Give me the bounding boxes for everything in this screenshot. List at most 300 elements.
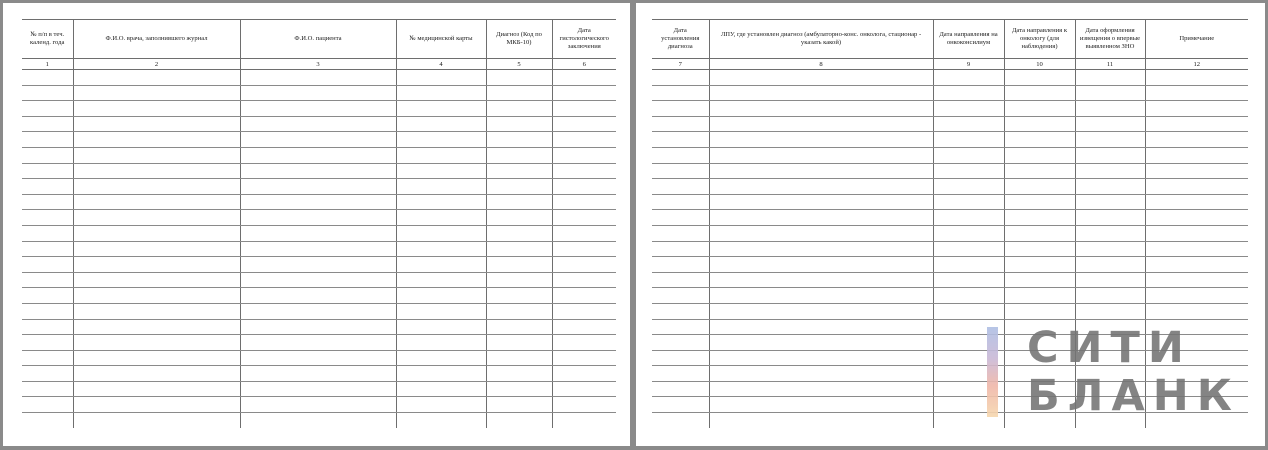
table-cell — [73, 335, 240, 351]
table-cell — [22, 70, 73, 86]
table-cell — [933, 350, 1004, 366]
table-cell — [933, 101, 1004, 117]
table-cell — [709, 381, 933, 397]
table-cell — [552, 288, 616, 304]
table-row — [22, 381, 616, 397]
column-number: 1 — [22, 59, 73, 70]
table-cell — [1004, 70, 1075, 86]
table-cell — [552, 335, 616, 351]
table-cell — [709, 163, 933, 179]
table-cell — [933, 319, 1004, 335]
table-cell — [1004, 288, 1075, 304]
table-cell — [709, 116, 933, 132]
table-cell — [22, 85, 73, 101]
table-cell — [486, 194, 552, 210]
table-cell — [1145, 194, 1248, 210]
table-cell — [486, 319, 552, 335]
table-row — [22, 163, 616, 179]
table-row — [22, 194, 616, 210]
table-cell — [22, 194, 73, 210]
table-row — [652, 101, 1248, 117]
table-row — [22, 350, 616, 366]
table-cell — [1145, 241, 1248, 257]
table-cell — [396, 85, 486, 101]
column-number: 5 — [486, 59, 552, 70]
table-cell — [240, 272, 396, 288]
table-cell — [709, 101, 933, 117]
table-cell — [396, 397, 486, 413]
table-cell — [486, 381, 552, 397]
table-cell — [73, 303, 240, 319]
table-cell — [486, 413, 552, 428]
table-row — [22, 272, 616, 288]
table-cell — [652, 241, 709, 257]
table-cell — [73, 288, 240, 304]
table-cell — [1145, 116, 1248, 132]
table-row — [652, 303, 1248, 319]
table-cell — [1075, 70, 1145, 86]
table-cell — [73, 225, 240, 241]
journal-rows-right — [652, 70, 1248, 428]
table-cell — [1075, 147, 1145, 163]
table-cell — [1004, 350, 1075, 366]
table-cell — [1145, 319, 1248, 335]
table-cell — [652, 335, 709, 351]
table-cell — [73, 210, 240, 226]
table-cell — [552, 147, 616, 163]
table-cell — [1004, 366, 1075, 382]
table-cell — [1145, 225, 1248, 241]
table-cell — [1145, 257, 1248, 273]
table-cell — [240, 241, 396, 257]
table-cell — [240, 147, 396, 163]
table-cell — [552, 303, 616, 319]
table-cell — [709, 366, 933, 382]
table-cell — [1145, 288, 1248, 304]
table-row — [652, 366, 1248, 382]
table-cell — [1075, 116, 1145, 132]
table-cell — [552, 70, 616, 86]
table-cell — [1145, 210, 1248, 226]
table-cell — [709, 210, 933, 226]
table-cell — [552, 397, 616, 413]
table-cell — [486, 272, 552, 288]
table-cell — [22, 225, 73, 241]
table-cell — [396, 257, 486, 273]
table-row — [22, 210, 616, 226]
table-cell — [486, 147, 552, 163]
table-row — [652, 272, 1248, 288]
watermark-word-blank: БЛАНК — [1027, 371, 1240, 421]
journal-table-right — [652, 19, 1248, 428]
table-cell — [22, 397, 73, 413]
table-cell — [1004, 303, 1075, 319]
table-cell — [73, 163, 240, 179]
table-cell — [652, 116, 709, 132]
table-cell — [240, 319, 396, 335]
table-cell — [933, 381, 1004, 397]
table-cell — [1075, 366, 1145, 382]
table-cell — [1145, 101, 1248, 117]
table-cell — [73, 101, 240, 117]
table-cell — [396, 319, 486, 335]
table-cell — [396, 147, 486, 163]
table-cell — [652, 303, 709, 319]
table-cell — [22, 101, 73, 117]
table-cell — [709, 413, 933, 428]
table-cell — [1004, 163, 1075, 179]
table-cell — [486, 288, 552, 304]
table-cell — [73, 70, 240, 86]
table-cell — [240, 116, 396, 132]
table-cell — [709, 319, 933, 335]
table-cell — [73, 194, 240, 210]
table-cell — [1075, 303, 1145, 319]
table-cell — [652, 70, 709, 86]
table-cell — [709, 225, 933, 241]
table-row — [22, 179, 616, 195]
column-number: 10 — [1004, 59, 1075, 70]
table-cell — [240, 335, 396, 351]
table-cell — [73, 132, 240, 148]
table-row — [652, 381, 1248, 397]
table-cell — [240, 257, 396, 273]
table-cell — [1075, 194, 1145, 210]
table-cell — [22, 179, 73, 195]
table-cell — [652, 288, 709, 304]
table-cell — [1075, 163, 1145, 179]
table-cell — [552, 413, 616, 428]
table-cell — [486, 132, 552, 148]
table-cell — [709, 257, 933, 273]
table-cell — [933, 132, 1004, 148]
table-row — [652, 179, 1248, 195]
table-cell — [652, 225, 709, 241]
header-doctor-name: Ф.И.О. врача, заполнившего журнал — [73, 20, 240, 59]
header-oncologist-referral-date: Дата направления к онкологу (для наблюдения) — [1004, 20, 1075, 59]
table-cell — [1145, 147, 1248, 163]
table-cell — [1145, 350, 1248, 366]
table-cell — [709, 194, 933, 210]
table-cell — [396, 303, 486, 319]
table-cell — [652, 194, 709, 210]
table-cell — [652, 319, 709, 335]
table-cell — [240, 303, 396, 319]
table-cell — [1004, 413, 1075, 428]
table-cell — [709, 397, 933, 413]
table-cell — [933, 194, 1004, 210]
table-row — [652, 257, 1248, 273]
table-cell — [933, 179, 1004, 195]
header-histology-date: Дата гистологического заключения — [552, 20, 616, 59]
header-notes: Примечание — [1145, 20, 1248, 59]
table-cell — [73, 179, 240, 195]
table-cell — [652, 147, 709, 163]
table-row — [652, 225, 1248, 241]
table-row — [652, 241, 1248, 257]
table-cell — [1004, 225, 1075, 241]
table-cell — [1004, 147, 1075, 163]
table-cell — [22, 210, 73, 226]
table-cell — [652, 381, 709, 397]
table-cell — [486, 303, 552, 319]
table-cell — [22, 163, 73, 179]
table-row — [22, 85, 616, 101]
table-cell — [73, 366, 240, 382]
table-cell — [552, 132, 616, 148]
table-cell — [552, 319, 616, 335]
watermark-word-siti: СИТИ — [1027, 323, 1192, 373]
table-cell — [22, 147, 73, 163]
table-cell — [933, 303, 1004, 319]
table-cell — [22, 366, 73, 382]
table-cell — [933, 366, 1004, 382]
table-row — [22, 132, 616, 148]
table-cell — [552, 257, 616, 273]
table-cell — [933, 116, 1004, 132]
table-cell — [652, 132, 709, 148]
table-cell — [552, 194, 616, 210]
table-row — [22, 225, 616, 241]
table-cell — [933, 163, 1004, 179]
table-cell — [486, 257, 552, 273]
table-cell — [240, 210, 396, 226]
table-cell — [1145, 85, 1248, 101]
table-cell — [933, 241, 1004, 257]
table-cell — [933, 397, 1004, 413]
table-cell — [73, 257, 240, 273]
table-cell — [396, 413, 486, 428]
table-cell — [552, 272, 616, 288]
table-cell — [486, 210, 552, 226]
table-cell — [933, 413, 1004, 428]
table-row — [22, 116, 616, 132]
table-cell — [240, 225, 396, 241]
table-cell — [396, 163, 486, 179]
table-row — [652, 319, 1248, 335]
table-cell — [652, 366, 709, 382]
table-cell — [552, 116, 616, 132]
table-cell — [73, 241, 240, 257]
table-cell — [652, 85, 709, 101]
table-cell — [933, 70, 1004, 86]
table-cell — [486, 101, 552, 117]
header-oncology-council-date: Дата направления на онкоконсилиум — [933, 20, 1004, 59]
table-cell — [1075, 413, 1145, 428]
table-cell — [396, 350, 486, 366]
table-cell — [22, 257, 73, 273]
table-cell — [709, 303, 933, 319]
table-cell — [1145, 132, 1248, 148]
table-cell — [552, 210, 616, 226]
table-cell — [709, 288, 933, 304]
table-cell — [709, 85, 933, 101]
table-cell — [486, 70, 552, 86]
table-cell — [1145, 70, 1248, 86]
table-cell — [1004, 116, 1075, 132]
table-cell — [1004, 272, 1075, 288]
journal-table-left — [22, 19, 616, 428]
table-cell — [552, 163, 616, 179]
table-cell — [486, 225, 552, 241]
table-cell — [1004, 101, 1075, 117]
table-cell — [652, 257, 709, 273]
column-number: 4 — [396, 59, 486, 70]
table-cell — [1145, 179, 1248, 195]
table-cell — [486, 116, 552, 132]
table-cell — [652, 179, 709, 195]
table-cell — [22, 288, 73, 304]
table-cell — [486, 241, 552, 257]
table-cell — [486, 85, 552, 101]
table-cell — [73, 413, 240, 428]
table-cell — [396, 210, 486, 226]
table-cell — [73, 85, 240, 101]
table-cell — [240, 413, 396, 428]
table-cell — [552, 225, 616, 241]
table-cell — [709, 179, 933, 195]
header-medical-card-number: № медицинской карты — [396, 20, 486, 59]
table-row — [22, 319, 616, 335]
header-facility: ЛПУ, где установлен диагноз (амбулаторно-конс. онколога, стационар - указать какой) — [709, 20, 933, 59]
header-diagnosis-code: Диагноз (Код по МКБ-10) — [486, 20, 552, 59]
table-cell — [552, 179, 616, 195]
table-cell — [240, 132, 396, 148]
table-cell — [1075, 397, 1145, 413]
column-number: 11 — [1075, 59, 1145, 70]
table-cell — [1075, 179, 1145, 195]
table-row — [22, 335, 616, 351]
header-row — [652, 20, 1248, 59]
table-cell — [652, 272, 709, 288]
table-cell — [1075, 335, 1145, 351]
table-cell — [933, 288, 1004, 304]
table-cell — [933, 210, 1004, 226]
table-cell — [240, 101, 396, 117]
table-cell — [1145, 272, 1248, 288]
table-cell — [396, 381, 486, 397]
column-number: 9 — [933, 59, 1004, 70]
table-cell — [73, 397, 240, 413]
table-cell — [73, 381, 240, 397]
table-cell — [709, 272, 933, 288]
table-cell — [652, 210, 709, 226]
table-cell — [933, 147, 1004, 163]
table-cell — [1075, 288, 1145, 304]
table-cell — [1145, 413, 1248, 428]
table-cell — [709, 132, 933, 148]
table-cell — [240, 70, 396, 86]
table-cell — [1004, 210, 1075, 226]
table-cell — [396, 70, 486, 86]
table-cell — [709, 147, 933, 163]
column-number-row — [22, 59, 616, 70]
table-cell — [22, 132, 73, 148]
table-cell — [1075, 350, 1145, 366]
table-cell — [933, 257, 1004, 273]
table-cell — [933, 272, 1004, 288]
table-cell — [486, 397, 552, 413]
table-row — [652, 397, 1248, 413]
table-cell — [396, 335, 486, 351]
table-row — [652, 210, 1248, 226]
table-row — [652, 194, 1248, 210]
table-cell — [709, 241, 933, 257]
table-cell — [709, 70, 933, 86]
table-cell — [22, 413, 73, 428]
table-cell — [22, 116, 73, 132]
table-cell — [22, 272, 73, 288]
header-patient-name: Ф.И.О. пациента — [240, 20, 396, 59]
table-cell — [1004, 132, 1075, 148]
table-cell — [552, 101, 616, 117]
table-row — [22, 288, 616, 304]
table-cell — [552, 381, 616, 397]
table-cell — [1004, 85, 1075, 101]
table-cell — [1145, 335, 1248, 351]
table-row — [22, 101, 616, 117]
table-cell — [1004, 335, 1075, 351]
table-cell — [709, 335, 933, 351]
table-cell — [240, 366, 396, 382]
table-cell — [396, 101, 486, 117]
table-cell — [22, 303, 73, 319]
table-cell — [652, 163, 709, 179]
table-row — [652, 85, 1248, 101]
table-row — [22, 147, 616, 163]
table-cell — [552, 241, 616, 257]
table-row — [652, 147, 1248, 163]
table-cell — [486, 335, 552, 351]
table-cell — [1075, 225, 1145, 241]
column-number-row — [652, 59, 1248, 70]
table-cell — [486, 366, 552, 382]
column-number: 12 — [1145, 59, 1248, 70]
table-cell — [240, 350, 396, 366]
table-row — [652, 288, 1248, 304]
table-cell — [1145, 163, 1248, 179]
header-serial-number: № п/п в теч. календ. года — [22, 20, 73, 59]
table-cell — [396, 116, 486, 132]
table-cell — [652, 413, 709, 428]
table-row — [22, 303, 616, 319]
table-cell — [240, 194, 396, 210]
table-cell — [396, 288, 486, 304]
table-cell — [240, 288, 396, 304]
table-cell — [396, 241, 486, 257]
column-number: 6 — [552, 59, 616, 70]
header-row — [22, 20, 616, 59]
table-row — [652, 116, 1248, 132]
table-cell — [73, 350, 240, 366]
table-cell — [22, 241, 73, 257]
table-cell — [1004, 179, 1075, 195]
table-row — [652, 163, 1248, 179]
table-row — [652, 413, 1248, 428]
table-cell — [1004, 241, 1075, 257]
column-number: 8 — [709, 59, 933, 70]
table-cell — [396, 132, 486, 148]
table-cell — [1075, 257, 1145, 273]
table-cell — [22, 319, 73, 335]
table-cell — [1004, 381, 1075, 397]
table-cell — [552, 366, 616, 382]
journal-rows-left — [22, 70, 616, 428]
table-cell — [1004, 194, 1075, 210]
table-cell — [1075, 85, 1145, 101]
table-cell — [396, 366, 486, 382]
table-cell — [22, 381, 73, 397]
